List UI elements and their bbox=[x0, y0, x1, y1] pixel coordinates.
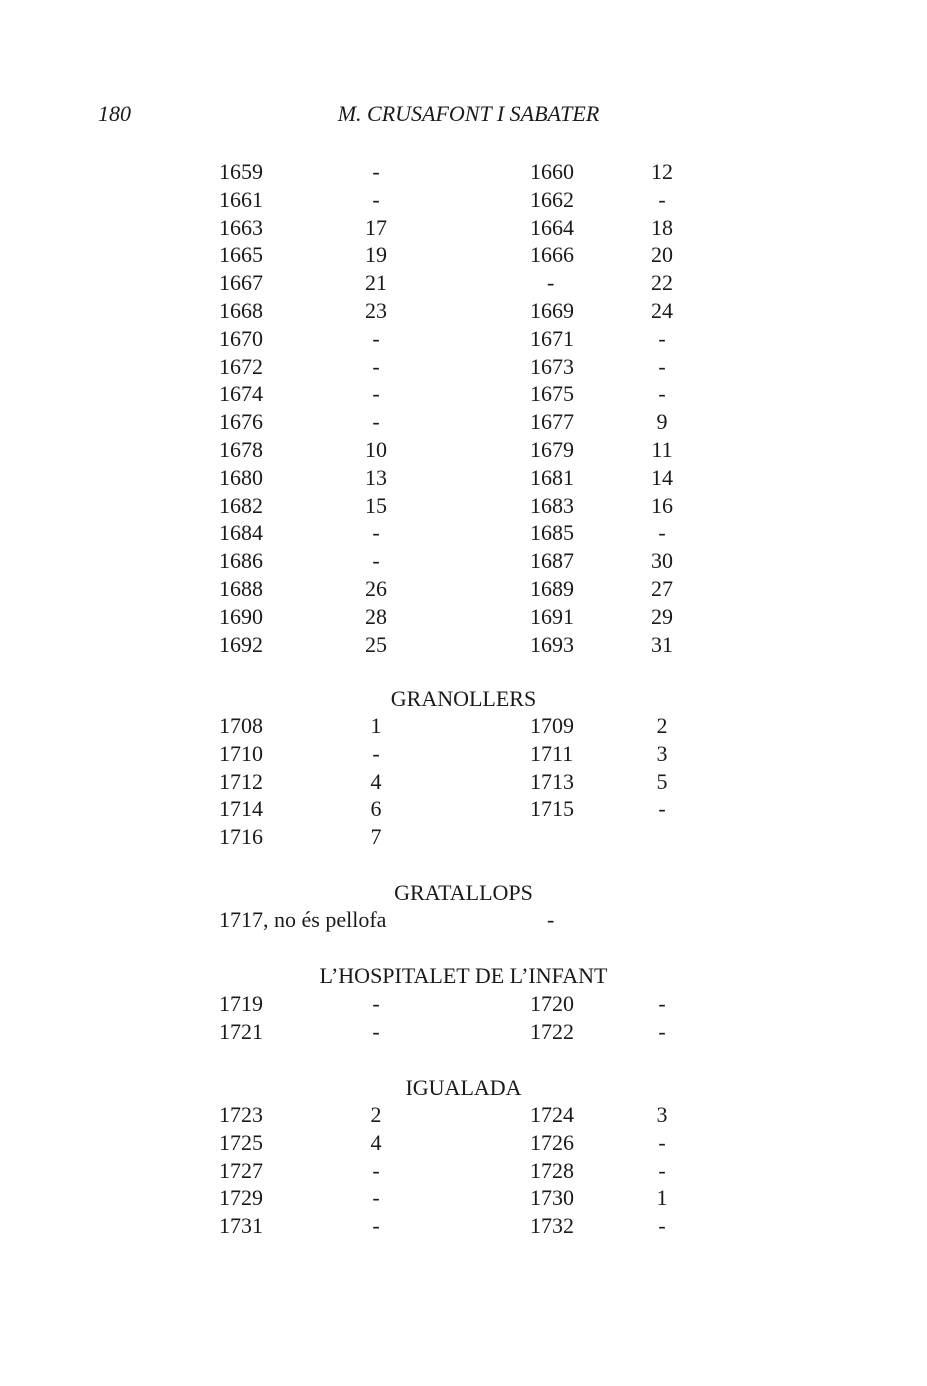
cell-year-right: 1664 bbox=[530, 214, 574, 240]
cell-year-right: 1722 bbox=[530, 1018, 574, 1044]
table-row bbox=[0, 575, 927, 603]
section-title-igualada: IGUALADA bbox=[405, 1075, 522, 1100]
table-row bbox=[0, 241, 927, 269]
cell-year-left: 1678 bbox=[219, 436, 263, 462]
cell-year-left: 1661 bbox=[219, 186, 263, 212]
cell-year-right: 1709 bbox=[530, 713, 574, 738]
table-row bbox=[0, 1018, 927, 1046]
cell-year-right: 1669 bbox=[530, 297, 574, 323]
gratallops-entry-value: - bbox=[547, 907, 555, 932]
cell-year-right: 1732 bbox=[530, 1213, 574, 1239]
cell-year-left: 1680 bbox=[219, 464, 263, 490]
table-row bbox=[0, 1129, 927, 1157]
cell-value: - bbox=[372, 1185, 380, 1211]
cell-value: 23 bbox=[365, 297, 387, 323]
cell-year-left: 1725 bbox=[219, 1129, 263, 1155]
cell-year-left: 1682 bbox=[219, 492, 263, 518]
cell-year-left: 1721 bbox=[219, 1018, 263, 1044]
table-section-1 bbox=[0, 158, 927, 658]
cell-value: - bbox=[372, 548, 380, 574]
table-row bbox=[0, 519, 927, 547]
cell-value: 4 bbox=[370, 1129, 382, 1155]
table-row bbox=[0, 990, 927, 1018]
cell-value: 5 bbox=[656, 768, 668, 794]
cell-year-right: 1660 bbox=[530, 159, 574, 184]
cell-year-left: 1668 bbox=[219, 297, 263, 323]
table-row bbox=[0, 214, 927, 242]
cell-year-left: 1727 bbox=[219, 1157, 263, 1183]
cell-year-left: 1659 bbox=[219, 159, 263, 184]
cell-value: 20 bbox=[651, 242, 673, 268]
cell-value: - bbox=[372, 409, 380, 435]
cell-value: 21 bbox=[365, 270, 387, 296]
cell-year-left: 1672 bbox=[219, 353, 263, 379]
cell-value: - bbox=[658, 1129, 666, 1155]
cell-year-right: 1689 bbox=[530, 575, 574, 601]
cell-value: 25 bbox=[365, 631, 387, 657]
cell-year-left: 1710 bbox=[219, 740, 263, 766]
cell-value: 9 bbox=[656, 409, 668, 435]
cell-year-right: 1679 bbox=[530, 436, 574, 462]
table-row bbox=[0, 795, 927, 823]
cell-value: - bbox=[372, 740, 380, 766]
cell-year-left: 1676 bbox=[219, 409, 263, 435]
cell-value: 30 bbox=[651, 548, 673, 574]
section-title-granollers: GRANOLLERS bbox=[390, 686, 537, 711]
cell-year-right: 1677 bbox=[530, 409, 574, 435]
table-row bbox=[0, 1101, 927, 1129]
cell-year-right: 1691 bbox=[530, 603, 574, 629]
cell-value: - bbox=[372, 381, 380, 407]
cell-value: - bbox=[372, 325, 380, 351]
table-row bbox=[0, 186, 927, 214]
cell-value: 7 bbox=[370, 824, 382, 850]
cell-value: 4 bbox=[370, 768, 382, 794]
cell-value: 1 bbox=[370, 713, 382, 738]
cell-value: 2 bbox=[370, 1102, 382, 1127]
cell-value: - bbox=[372, 520, 380, 546]
cell-value: 13 bbox=[365, 464, 387, 490]
cell-value: - bbox=[658, 186, 666, 212]
cell-value: - bbox=[372, 186, 380, 212]
running-head: M. CRUSAFONT I SABATER bbox=[337, 101, 600, 126]
cell-value: 2 bbox=[656, 713, 668, 738]
cell-value: - bbox=[658, 991, 666, 1016]
cell-year-left: 1690 bbox=[219, 603, 263, 629]
table-row bbox=[0, 1157, 927, 1185]
cell-value: 28 bbox=[365, 603, 387, 629]
cell-year-left: 1708 bbox=[219, 713, 263, 738]
table-row bbox=[0, 631, 927, 659]
cell-value: - bbox=[658, 1018, 666, 1044]
page-number: 180 bbox=[98, 101, 131, 126]
cell-year-left: 1686 bbox=[219, 548, 263, 574]
cell-value: 24 bbox=[651, 297, 673, 323]
cell-value: - bbox=[658, 353, 666, 379]
cell-year-right: 1685 bbox=[530, 520, 574, 546]
table-row bbox=[0, 436, 927, 464]
cell-year-right: 1675 bbox=[530, 381, 574, 407]
cell-year-left: 1731 bbox=[219, 1213, 263, 1239]
cell-year-right: 1673 bbox=[530, 353, 574, 379]
cell-year-left: 1692 bbox=[219, 631, 263, 657]
cell-value: 29 bbox=[651, 603, 673, 629]
table-row bbox=[0, 740, 927, 768]
cell-year-left: 1663 bbox=[219, 214, 263, 240]
table-row bbox=[0, 712, 927, 740]
cell-year-left: 1667 bbox=[219, 270, 263, 296]
cell-value: - bbox=[658, 1157, 666, 1183]
cell-year-right: 1730 bbox=[530, 1185, 574, 1211]
cell-value: 16 bbox=[651, 492, 673, 518]
table-row bbox=[0, 547, 927, 575]
cell-value: 22 bbox=[651, 270, 673, 296]
cell-value: 31 bbox=[651, 631, 673, 657]
cell-value: - bbox=[372, 353, 380, 379]
cell-year-right: 1662 bbox=[530, 186, 574, 212]
cell-value: 18 bbox=[651, 214, 673, 240]
cell-year-right: 1728 bbox=[530, 1157, 574, 1183]
cell-year-right: 1683 bbox=[530, 492, 574, 518]
cell-year-left: 1712 bbox=[219, 768, 263, 794]
table-row bbox=[0, 1184, 927, 1212]
table-row bbox=[0, 380, 927, 408]
cell-year-right: 1724 bbox=[530, 1102, 574, 1127]
cell-year-right: 1715 bbox=[530, 796, 574, 822]
cell-value: - bbox=[372, 1157, 380, 1183]
cell-year-right: 1726 bbox=[530, 1129, 574, 1155]
cell-value: 12 bbox=[651, 159, 673, 184]
cell-value: 15 bbox=[365, 492, 387, 518]
cell-year-left: 1729 bbox=[219, 1185, 263, 1211]
cell-value: - bbox=[372, 159, 380, 184]
cell-year-right: 1681 bbox=[530, 464, 574, 490]
table-row bbox=[0, 603, 927, 631]
cell-value: 17 bbox=[365, 214, 387, 240]
cell-value: - bbox=[372, 1018, 380, 1044]
cell-value: - bbox=[658, 796, 666, 822]
cell-value: 11 bbox=[651, 436, 673, 462]
cell-value: 6 bbox=[370, 796, 382, 822]
section-title-gratallops: GRATALLOPS bbox=[394, 880, 533, 905]
table-row bbox=[0, 1212, 927, 1240]
cell-year-left: 1684 bbox=[219, 520, 263, 546]
cell-value: - bbox=[372, 1213, 380, 1239]
cell-year-right: - bbox=[547, 270, 555, 296]
cell-year-left: 1665 bbox=[219, 242, 263, 268]
cell-year-left: 1723 bbox=[219, 1102, 263, 1127]
cell-year-left: 1719 bbox=[219, 991, 263, 1016]
table-row bbox=[0, 464, 927, 492]
cell-value: - bbox=[658, 325, 666, 351]
cell-value: 3 bbox=[656, 740, 668, 766]
table-row bbox=[0, 408, 927, 436]
cell-value: - bbox=[658, 381, 666, 407]
cell-year-left: 1716 bbox=[219, 824, 263, 850]
table-row bbox=[0, 325, 927, 353]
cell-value: 1 bbox=[656, 1185, 668, 1211]
cell-year-right: 1720 bbox=[530, 991, 574, 1016]
cell-value: 10 bbox=[365, 436, 387, 462]
table-row bbox=[0, 158, 927, 186]
table-row bbox=[0, 353, 927, 381]
cell-year-right: 1666 bbox=[530, 242, 574, 268]
cell-value: 26 bbox=[365, 575, 387, 601]
cell-value: 14 bbox=[651, 464, 673, 490]
table-igualada bbox=[0, 1101, 927, 1240]
cell-value: 3 bbox=[656, 1102, 668, 1127]
cell-value: 27 bbox=[651, 575, 673, 601]
cell-year-left: 1688 bbox=[219, 575, 263, 601]
cell-year-left: 1670 bbox=[219, 325, 263, 351]
cell-value: - bbox=[372, 991, 380, 1016]
cell-value: 19 bbox=[365, 242, 387, 268]
cell-year-right: 1693 bbox=[530, 631, 574, 657]
table-row bbox=[0, 297, 927, 325]
cell-year-left: 1714 bbox=[219, 796, 263, 822]
table-row bbox=[0, 823, 927, 851]
table-row bbox=[0, 269, 927, 297]
cell-year-right: 1713 bbox=[530, 768, 574, 794]
table-granollers bbox=[0, 712, 927, 851]
table-row bbox=[0, 768, 927, 796]
table-row bbox=[0, 492, 927, 520]
cell-value: - bbox=[658, 1213, 666, 1239]
table-hospitalet bbox=[0, 990, 927, 1046]
cell-value: - bbox=[658, 520, 666, 546]
cell-year-right: 1687 bbox=[530, 548, 574, 574]
cell-year-left: 1674 bbox=[219, 381, 263, 407]
cell-year-right: 1711 bbox=[530, 740, 574, 766]
gratallops-entry-label: 1717, no és pellofa bbox=[219, 907, 387, 932]
cell-year-right: 1671 bbox=[530, 325, 574, 351]
section-title-hospitalet: L’HOSPITALET DE L’INFANT bbox=[319, 963, 608, 988]
